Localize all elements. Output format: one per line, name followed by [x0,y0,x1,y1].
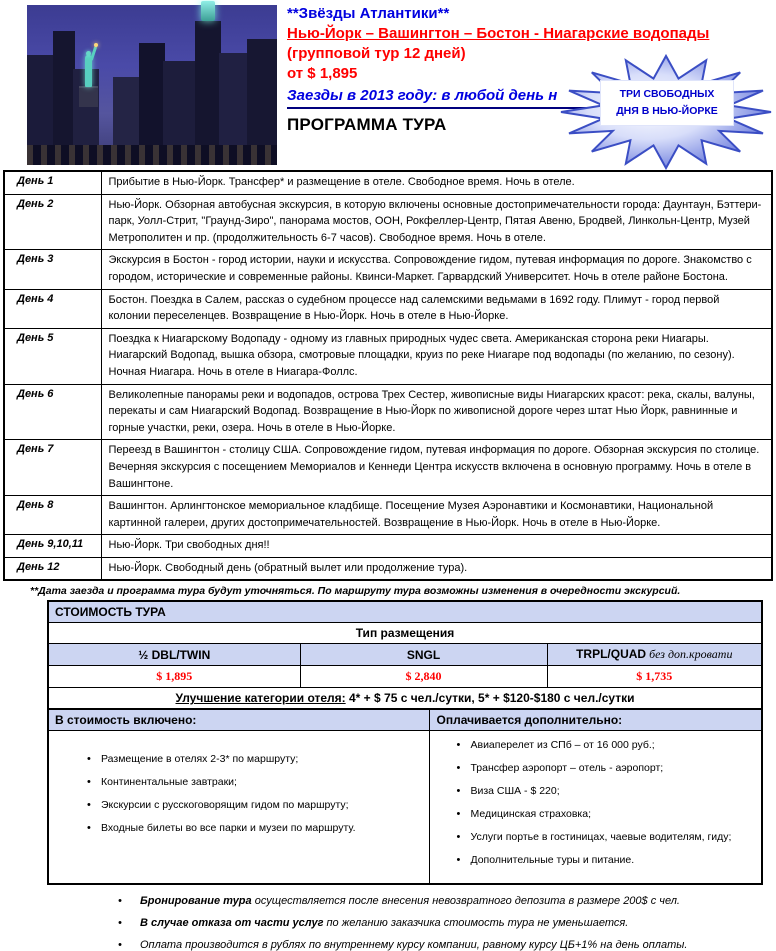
room-type-trpl-note: без доп.кровати [646,647,733,662]
day-label: День 1 [4,171,101,194]
day-label: День 3 [4,250,101,289]
building-silhouette [139,43,165,147]
table-row [4,171,772,194]
day-description: Экскурсия в Бостон - город истории, науки и искусства. Сопровождение гидом, путевая информация по дороге. Знакомство с городом, исторические и современные районы. Квинси-Маркет. Гарвардский Университет. Ночь в отеле районе Бостона. [101,250,772,289]
table-row [4,289,772,328]
promo-badge-text [600,80,734,126]
day-label: День 2 [4,194,101,250]
building-silhouette [219,53,249,147]
lit-tower-top [201,1,215,21]
day-description: Нью-Йорк. Обзорная автобусная экскурсия, в которую включены основные достопримечательности города: Даунтаун, Бэттери-парк, Уолл-Стрит, "Граунд-Зиро", панорама мостов, ООН, Рокфеллер-Центр, Пятая Авеню, Бродвей, Линкольн-Центр, Музей Метрополитен и пр. (продолжительность 6-7 часов). Свободное время. Ночь в отеле. [101,194,772,250]
booking-notes [118,895,776,951]
list-item: • Трансфер аэропорт – отель - аэропорт; [456,762,753,774]
room-type-trpl-main: TRPL/QUAD [576,647,647,662]
day-label: День 8 [4,496,101,535]
list-item [118,895,776,907]
table-row [4,250,772,289]
note-text: Оплата производится в рублях по внутреннему курсу компании, равному курсу ЦБ+1% на день оплаты. [140,939,688,951]
list-item [118,917,776,929]
list-item: • Входные билеты во все парки и музеи по маршруту. [87,822,419,834]
list-item: • Экскурсии с русскоговорящим гидом по маршруту; [87,799,419,811]
hotel-upgrade-text: 4* + $ 75 с чел./сутки, 5* + $120-$180 с чел./сутки [345,691,635,706]
promo-starburst [556,50,776,172]
table-row [48,709,762,731]
extra-cell [430,731,762,885]
table-row [48,623,762,644]
statue-of-liberty-arm [90,46,97,61]
hotel-upgrade-label: Улучшение категории отеля: [175,691,346,706]
promo-badge-line2: ДНЯ В НЬЮ-ЙОРКЕ [616,105,718,117]
table-row [4,557,772,580]
table-row [4,328,772,384]
list-item: • Авиаперелет из СПб – от 16 000 руб.; [456,739,753,751]
table-row [4,440,772,496]
price-sngl: $ 2,840 [300,666,547,688]
list-item: • Размещение в отелях 2-3* по маршруту; [87,753,419,765]
extra-header: Оплачивается дополнительно: [430,709,762,731]
schedule-footnote: **Дата заезда и программа тура будут уточняться. По маршруту тура возможны изменения в очередности экскурсий. [30,585,681,598]
accommodation-type-header: Тип размещения [48,623,762,644]
day-description: Поездка к Ниагарскому Водопаду - одному из главных природных чудес света. Американская сторона реки Ниагары. Ниагарский Водопад, вышка обзора, смотровые площадки, круиз по реке Ниагаре под водопады (по желанию, по сезону). Ночная Ниагара. Ночь в отеле в Ниагара-Фоллс. [101,328,772,384]
table-row [4,535,772,558]
day-label: День 6 [4,384,101,440]
table-row [4,194,772,250]
program-title: ПРОГРАММА ТУРА [287,115,447,134]
price-from: от $ 1,895 [287,65,358,82]
note-text: осуществляется после внесения невозвратного депозита в размере 200$ с чел. [251,895,680,908]
list-item: • Дополнительные туры и питание. [456,854,753,866]
notes-list [118,895,776,951]
day-description: Бостон. Поездка в Салем, рассказ о судебном процессе над салемскими ведьмами в 1692 году. Плимут - город первой колонии переселенцев. Возвращение в Нью-Йорк. Ночь в отеле в Нью-Йорке. [101,289,772,328]
list-item: • Медицинская страховка; [456,808,753,820]
building-silhouette [247,39,277,147]
day-description: Вашингтон. Арлингтонское мемориальное кладбище. Посещение Музея Аэронавтики и Космонавтики, Национальной картинной галереи, других достопримечательностей. Возвращение в Нью-Йорк. Ночь в отеле в Нью-Йорке. [101,496,772,535]
dates-line: Заезды в 2013 году: в любой день н [287,86,745,109]
day-description: Нью-Йорк. Три свободных дня!! [101,535,772,558]
program-table [3,170,773,581]
price-dbl: $ 1,895 [48,666,300,688]
statue-of-liberty-pedestal [79,86,98,107]
table-row [48,644,762,666]
day-description: Нью-Йорк. Свободный день (обратный вылет или продолжение тура). [101,557,772,580]
table-row [48,731,762,885]
table-row [48,688,762,710]
building-silhouette [163,61,197,147]
table-row [4,496,772,535]
pricing-table [47,600,763,710]
hotel-upgrade-row [48,688,762,710]
list-item: • Континентальные завтраки; [87,776,419,788]
tour-route: Нью-Йорк – Вашингтон – Бостон - Ниагарские водопады [287,25,710,42]
group-line: (групповой тур 12 дней) [287,45,466,62]
pricing-title: СТОИМОСТЬ ТУРА [48,601,762,623]
list-item: • Виза США - $ 220; [456,785,753,797]
note-lead: Бронирование тура [140,895,252,908]
day-label: День 12 [4,557,101,580]
table-row [48,666,762,688]
room-type-sngl: SNGL [300,644,547,666]
building-silhouette [195,21,221,147]
document-header [0,0,776,168]
new-york-skyline-photo [27,5,277,165]
list-item: • Услуги портье в гостиницах, чаевые водителям, гиду; [456,831,753,843]
day-description: Переезд в Вашингтон - столицу США. Сопровождение гидом, путевая информация по дороге. Обзорная экскурсия по столице. Вечерняя экскурсия с посещением Мемориалов и Кеннеди Центра искусств включена в основную программу. Ночь в отеле в Вашингтоне. [101,440,772,496]
price-trpl: $ 1,735 [547,666,762,688]
day-description: Прибытие в Нью-Йорк. Трансфер* и размещение в отеле. Свободное время. Ночь в отеле. [101,171,772,194]
table-row [4,384,772,440]
included-cell [48,731,430,885]
included-header: В стоимость включено: [48,709,430,731]
list-item [118,939,776,951]
inclusions-table [47,708,763,885]
statue-of-liberty-torch [94,43,98,47]
day-label: День 7 [4,440,101,496]
harbor-water [27,145,277,165]
note-text: по желанию заказчика стоимость тура не уменьшается. [323,917,629,930]
promo-badge-line1: ТРИ СВОБОДНЫХ [619,88,715,100]
room-type-dbl: ½ DBL/TWIN [48,644,300,666]
room-type-trpl [547,644,762,666]
included-list [49,731,429,853]
day-label: День 9,10,11 [4,535,101,558]
extra-list [430,731,761,883]
table-row [48,601,762,623]
day-description: Великолепные панорамы реки и водопадов, острова Трех Сестер, живописные виды Ниагарских красот: река, скалы, валуны, перекаты и сам Ниагарский Водопад. Возвращение в Нью-Йорк по живописной дороге через штат Нью Йорк, равнинные и горные участки, реки, озера. Ночь в отеле в Нью-Йорке. [101,384,772,440]
day-label: День 5 [4,328,101,384]
building-silhouette [53,31,75,147]
tour-name: **Звёзды Атлантики** [287,5,450,22]
day-label: День 4 [4,289,101,328]
note-lead: В случае отказа от части услуг [140,917,324,930]
